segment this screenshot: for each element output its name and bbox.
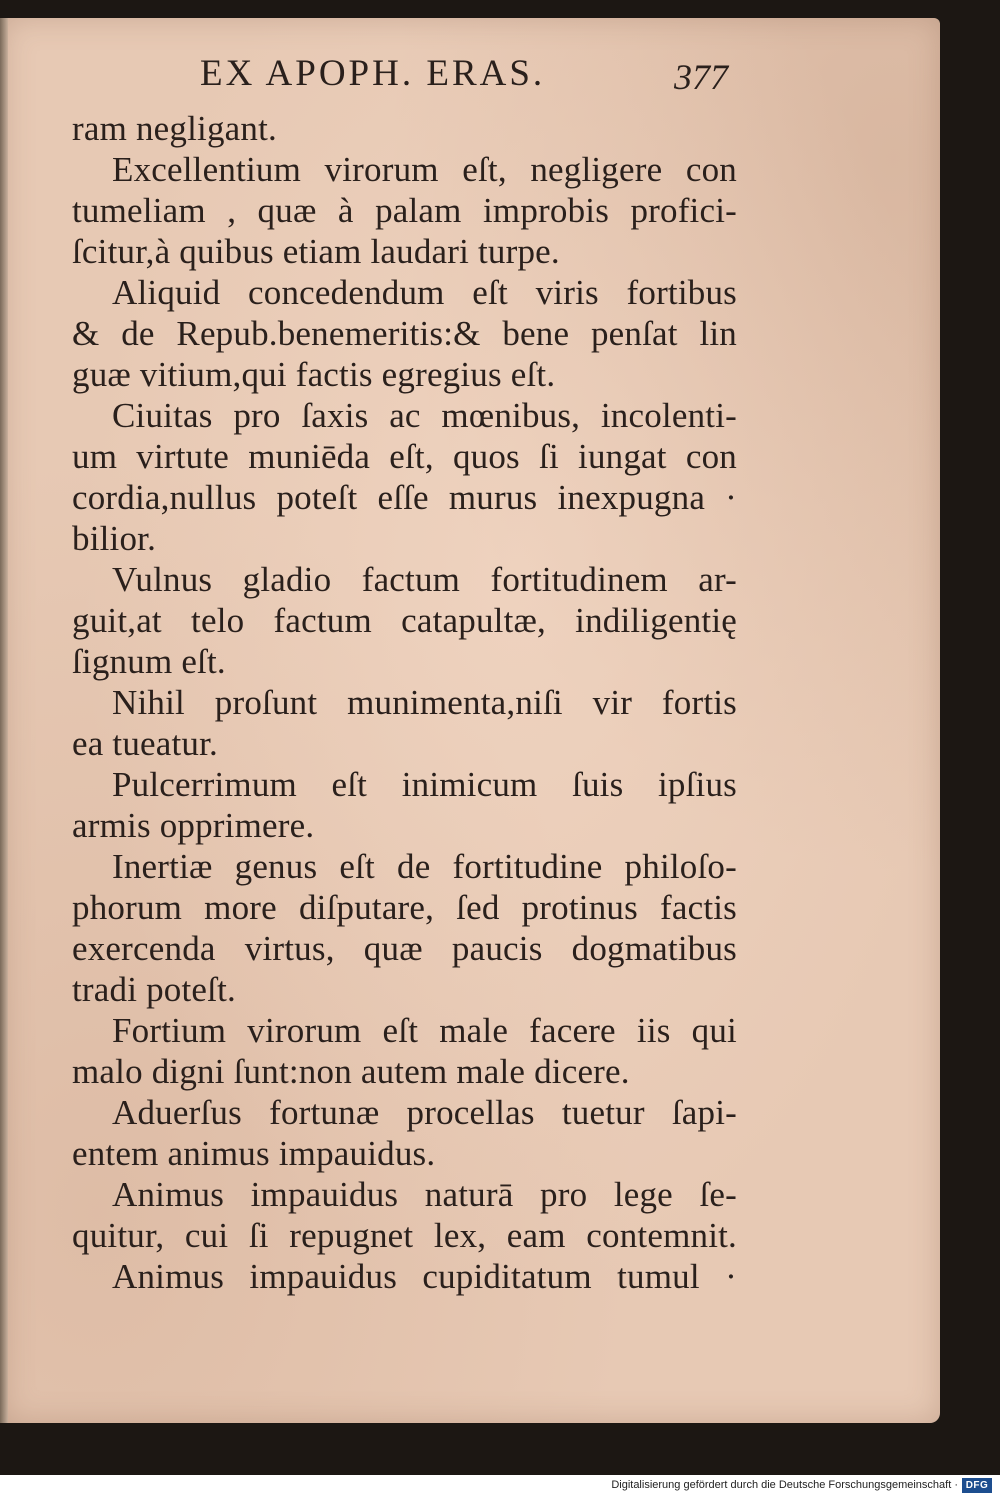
text-line: Animus impauidus cupiditatum tumul ·: [112, 1257, 737, 1296]
running-head-title: EX APOPH. ERAS.: [200, 53, 546, 94]
page-number: 377: [674, 57, 728, 97]
text-line: & de Repub.benemeritis:& bene penſat lin: [72, 314, 737, 353]
text-line: Nihil proſunt munimenta,niſi vir fortis: [112, 683, 737, 722]
text-line: Vulnus gladio factum fortitudinem ar-: [112, 560, 737, 599]
text-line: armis opprimere.: [72, 806, 315, 845]
text-line: phorum more diſputare, ſed protinus factis: [72, 888, 737, 927]
body-text: [72, 108, 737, 1297]
text-line: Ciuitas pro ſaxis ac mœnibus, incolenti-: [112, 396, 737, 435]
text-line: entem animus impauidus.: [72, 1134, 436, 1173]
text-line: ram negligant.: [72, 109, 277, 148]
text-line: guit,at telo factum catapultæ, indiligentię: [72, 601, 737, 640]
dfg-logo: DFG: [962, 1478, 992, 1493]
text-line: um virtute muniēda eſt, quos ſi iungat con: [72, 437, 737, 476]
text-line: Inertiæ genus eſt de fortitudine philoſo-: [112, 847, 737, 886]
text-line: ea tueatur.: [72, 724, 219, 763]
text-line: Excellentium virorum eſt, negligere con: [112, 150, 737, 189]
text-line: cordia,nullus poteſt eſſe murus inexpugna ·: [72, 478, 737, 517]
text-line: malo digni ſunt:non autem male dicere.: [72, 1052, 630, 1091]
text-line: ſignum eſt.: [72, 642, 226, 681]
text-line: exercenda virtus, quæ paucis dogmatibus: [72, 929, 737, 968]
funding-credit: Digitalisierung gefördert durch die Deutsche Forschungsgemeinschaft ·: [611, 1479, 958, 1491]
text-line: Fortium virorum eſt male facere iis qui: [112, 1011, 737, 1050]
footer-bar: [0, 1475, 1000, 1498]
text-line: Pulcerrimum eſt inimicum ſuis ipſius: [112, 765, 737, 804]
text-line: Aliquid concedendum eſt viris fortibus: [112, 273, 737, 312]
text-line: Animus impauidus naturā pro lege ſe-: [112, 1175, 737, 1214]
text-line: bilior.: [72, 519, 157, 558]
text-line: quitur, cui ſi repugnet lex, eam contemnit.: [72, 1216, 737, 1255]
text-line: ſcitur,à quibus etiam laudari turpe.: [72, 232, 560, 271]
text-line: tradi poteſt.: [72, 970, 236, 1009]
text-line: Aduerſus fortunæ procellas tuetur ſapi-: [112, 1093, 737, 1132]
text-line: tumeliam , quæ à palam improbis profici-: [72, 191, 737, 230]
running-header: [200, 52, 740, 104]
page-edge: [0, 18, 8, 1423]
text-line: guæ vitium,qui factis egregius eſt.: [72, 355, 556, 394]
